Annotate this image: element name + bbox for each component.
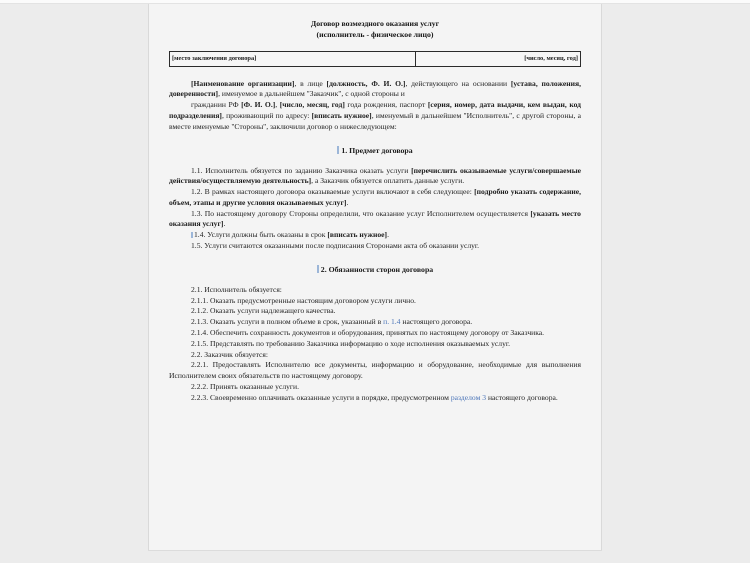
section-1-heading-label: 1. Предмет договора bbox=[341, 145, 413, 155]
body-text: 2.2.2. Принять оказанные услуги. bbox=[191, 381, 300, 391]
inline-link[interactable]: разделом 3 bbox=[450, 392, 487, 402]
body-text: 2.1.5. Представлять по требованию Заказчика информацию о ходе исполнения оказываемых услуг. bbox=[191, 338, 511, 348]
clause-2-2-3 bbox=[169, 393, 581, 404]
placeholder-text: [вписать нужное] bbox=[311, 110, 372, 120]
clause-2-1-4 bbox=[169, 328, 581, 339]
body-text: 2.2. Заказчик обязуется: bbox=[191, 349, 268, 359]
document-title bbox=[169, 18, 581, 41]
clause-1-1 bbox=[169, 166, 581, 188]
clause-2-1-2 bbox=[169, 306, 581, 317]
clause-1-2 bbox=[169, 187, 581, 209]
body-text: 2.2.1. Предоставлять Исполнителю все документы, информацию и оборудование, необходимые для выполнения Исполнителем своих обязательств по настоящему договору. bbox=[169, 360, 581, 381]
body-text: 2.1.3. Оказать услуги в полном объеме в срок, указанный в bbox=[191, 317, 384, 327]
placeholder-text: [Ф. И. О.] bbox=[241, 100, 276, 110]
document-title-line-1: Договор возмездного оказания услуг bbox=[310, 19, 440, 28]
body-text: 1.1. Исполнитель обязуется по заданию Заказчика оказать услуги bbox=[191, 165, 412, 175]
placeholder-text: [устава, положения, доверенности] bbox=[169, 78, 581, 99]
body-text: гражданин РФ bbox=[191, 100, 242, 110]
document-page bbox=[148, 4, 602, 550]
clause-2-2-2 bbox=[169, 382, 581, 393]
clause-1-4 bbox=[169, 230, 581, 241]
body-text: 2.1.1. Оказать предусмотренные настоящим договором услуги лично. bbox=[191, 295, 416, 305]
table-row bbox=[170, 51, 581, 66]
body-text: 1.5. Услуги считаются оказанными после подписания Сторонами акта об оказании услуг. bbox=[191, 241, 480, 251]
body-text: . bbox=[223, 219, 226, 229]
body-text: 2.2.3. Своевременно оплачивать оказанные услуги в порядке, предусмотренном bbox=[191, 392, 451, 402]
body-text: 2.1. Исполнитель обязуется: bbox=[191, 284, 282, 294]
section-2-heading bbox=[169, 264, 581, 275]
placeholder-text: [указать место оказания услуг] bbox=[169, 208, 581, 229]
body-text: , именуемое в дальнейшем "Заказчик", с одной стороны и bbox=[218, 89, 405, 99]
meta-date-cell[interactable]: [число, месяц, год] bbox=[415, 51, 580, 66]
body-text: , действующего на основании bbox=[405, 78, 511, 88]
meta-place-cell[interactable]: [место заключения договора] bbox=[170, 51, 416, 66]
preamble-org bbox=[169, 79, 581, 101]
body-text: . bbox=[387, 230, 389, 240]
placeholder-text: [подробно указать содержание, объем, этапы и другие условия оказываемых услуг] bbox=[169, 187, 581, 207]
placeholder-text: [перечислить оказываемые услуги/совершаемые действия/осуществляемую деятельность] bbox=[169, 165, 582, 186]
clause-1-5 bbox=[169, 241, 581, 252]
body-text: , в лице bbox=[294, 78, 327, 88]
clause-2-1-3 bbox=[169, 317, 581, 328]
document-title-line-2: (исполнитель - физическое лицо) bbox=[316, 30, 434, 40]
body-text: , проживающий по адресу: bbox=[221, 110, 312, 120]
placeholder-text: [должность, Ф. И. О.] bbox=[326, 78, 406, 88]
body-text: настоящего договора. bbox=[486, 392, 558, 402]
bookmark-anchor-icon bbox=[317, 265, 319, 273]
body-text: . bbox=[346, 197, 349, 207]
document-body bbox=[169, 18, 581, 403]
inline-link[interactable]: п. 1.4 bbox=[383, 317, 401, 327]
bookmark-anchor-icon bbox=[337, 146, 339, 154]
body-text: настоящего договора. bbox=[400, 317, 473, 327]
clause-2-2-1 bbox=[169, 360, 581, 382]
clause-2-1-5 bbox=[169, 339, 581, 350]
clause-2-2 bbox=[169, 350, 581, 361]
body-text: 2.1.2. Оказать услуги надлежащего качества. bbox=[191, 306, 336, 316]
clause-2-1 bbox=[169, 285, 581, 296]
section-1-heading bbox=[169, 145, 581, 156]
bookmark-anchor-icon bbox=[191, 232, 193, 239]
placeholder-text: [серия, номер, дата выдачи, кем выдан, код подразделения] bbox=[169, 100, 582, 120]
section-2-heading-label: 2. Обязанности сторон договора bbox=[320, 264, 434, 274]
placeholder-text: [Наименование организации] bbox=[191, 78, 295, 88]
body-text: , bbox=[275, 100, 280, 110]
body-text: 1.4. Услуги должны быть оказаны в срок bbox=[194, 230, 328, 240]
placeholder-text: [число, месяц, год] bbox=[279, 100, 345, 110]
placeholder-text: [вписать нужное] bbox=[327, 230, 388, 240]
body-text: , а Заказчик обязуется оплатить данные услуги. bbox=[311, 176, 465, 186]
body-text: 1.2. В рамках настоящего договора оказываемые услуги включают в себя следующее: bbox=[191, 187, 475, 197]
preamble-container bbox=[169, 79, 581, 133]
contract-meta-table bbox=[169, 51, 581, 67]
sections-container bbox=[169, 145, 581, 404]
page-bottom-edge bbox=[148, 550, 602, 563]
preamble-citizen bbox=[169, 100, 581, 132]
clause-2-1-1 bbox=[169, 296, 581, 307]
body-text: 2.1.4. Обеспечить сохранность документов и оборудования, принятых по настоящему договору от Заказчика. bbox=[191, 328, 545, 337]
clause-1-3 bbox=[169, 209, 581, 231]
body-text: , именуемый в дальнейшем "Исполнитель", с другой стороны, а вместе именуемые "Стороны", заключили договор о нижеследующем: bbox=[169, 110, 581, 131]
body-text: 1.3. По настоящему договору Стороны определили, что оказание услуг Исполнителем осуществляется bbox=[191, 208, 531, 218]
body-text: года рождения, паспорт bbox=[344, 100, 428, 110]
